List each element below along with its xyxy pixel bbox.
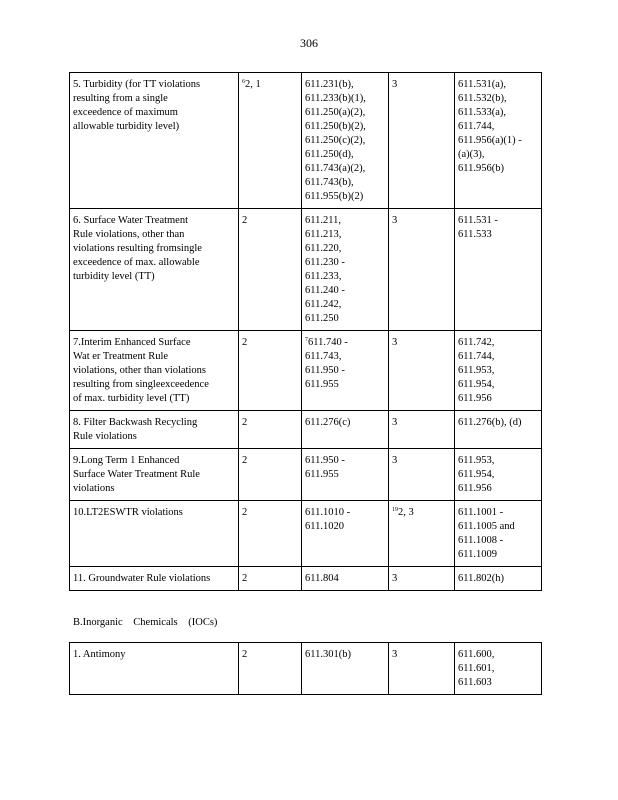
violation-line: resulting from a single	[73, 93, 168, 104]
rule-tier-value: 3	[392, 417, 398, 428]
tier-value: 2	[242, 507, 248, 518]
citation-line: 611.1020	[305, 521, 344, 532]
citation-line: 611.301(b)	[305, 649, 351, 660]
notice-line: 611.1001 -	[458, 507, 504, 518]
violation-line: turbidity level (TT)	[73, 271, 155, 282]
citation-line: 611.240 -	[305, 285, 345, 296]
citation-line: 611.950 -	[305, 455, 345, 466]
citation-line: 611.231(b),	[305, 79, 354, 90]
citation-cell	[302, 643, 389, 695]
notice-line: 611.1008 -	[458, 535, 504, 546]
citation-line: 611.740 -	[308, 337, 348, 348]
violation-line: exceedence of maximum	[73, 107, 178, 118]
notice-cell	[455, 331, 542, 411]
notice-line: 611.533	[458, 229, 492, 240]
tier-cell	[239, 449, 302, 501]
citation-cell	[302, 73, 389, 209]
citation-line: 611.250(b)(2),	[305, 121, 366, 132]
notice-line: 611.532(b),	[458, 93, 507, 104]
notice-line: 611.533(a),	[458, 107, 507, 118]
violation-line: 6. Surface Water Treatment	[73, 215, 189, 226]
citation-line: 611.955(b)(2)	[305, 191, 364, 202]
violation-line: Rule violations, other than	[73, 229, 185, 240]
notice-line: 611.600,	[458, 649, 495, 660]
citation-line: 611.250(c)(2),	[305, 135, 366, 146]
violation-line: Surface Water Treatment Rule	[73, 469, 200, 480]
table-row	[70, 411, 542, 449]
rule-tier-cell	[389, 501, 455, 567]
rule-tier-cell	[389, 73, 455, 209]
citation-line: 611.250(d),	[305, 149, 354, 160]
notice-line: 611.953,	[458, 365, 495, 376]
violation-cell	[70, 73, 239, 209]
rule-tier-cell	[389, 567, 455, 591]
table-row	[70, 567, 542, 591]
violation-line: 9.Long Term 1 Enhanced	[73, 455, 180, 466]
tier-value: 2	[242, 455, 248, 466]
tier-cell	[239, 501, 302, 567]
tier-cell	[239, 411, 302, 449]
citation-line: 611.743(a)(2),	[305, 163, 366, 174]
violation-cell	[70, 209, 239, 331]
violation-line: violations resulting fromsingle	[73, 243, 202, 254]
notice-line: 611.744,	[458, 351, 495, 362]
violation-line: allowable turbidity level)	[73, 121, 180, 132]
rule-tier-value: 3	[392, 573, 398, 584]
notice-line: 611.603	[458, 677, 492, 688]
table-row	[70, 449, 542, 501]
violation-cell	[70, 449, 239, 501]
rule-tier-cell	[389, 643, 455, 695]
citation-line: 611.220,	[305, 243, 342, 254]
notice-line: 611.742,	[458, 337, 495, 348]
notice-line: 611.1009	[458, 549, 497, 560]
violation-cell	[70, 331, 239, 411]
violation-cell	[70, 411, 239, 449]
citation-line: 611.250(a)(2),	[305, 107, 366, 118]
tier-cell	[239, 209, 302, 331]
notice-line: 611.956	[458, 483, 492, 494]
rule-tier-value: 3	[392, 215, 398, 226]
violation-line: violations, other than violations	[73, 365, 206, 376]
notice-line: 611.802(h)	[458, 573, 504, 584]
rule-tier-cell	[389, 331, 455, 411]
tier-cell	[239, 567, 302, 591]
notice-cell	[455, 411, 542, 449]
notice-cell	[455, 501, 542, 567]
rule-tier-value: 3	[392, 455, 398, 466]
violation-cell	[70, 501, 239, 567]
notice-line: 611.531(a),	[458, 79, 507, 90]
notice-line: 611.276(b), (d)	[458, 417, 522, 428]
citation-line: 611.233(b)(1),	[305, 93, 366, 104]
notice-line: 611.953,	[458, 455, 495, 466]
citation-line: 611.213,	[305, 229, 342, 240]
citation-cell	[302, 331, 389, 411]
tier-cell	[239, 73, 302, 209]
tier-footnote: 6	[242, 79, 245, 85]
citation-line: 611.955	[305, 379, 339, 390]
notice-line: 611.956(a)(1) -	[458, 135, 522, 146]
citation-line: 611.1010 -	[305, 507, 351, 518]
rule-tier-cell	[389, 209, 455, 331]
citation-cell	[302, 567, 389, 591]
violation-line: 11. Groundwater Rule violations	[73, 573, 211, 584]
violation-line: 10.LT2ESWTR violations	[73, 507, 183, 518]
citation-line: 611.242,	[305, 299, 342, 310]
violation-line: of max. turbidity level (TT)	[73, 393, 190, 404]
page-number: 306	[300, 36, 318, 50]
table-row	[70, 209, 542, 331]
violations-table	[69, 72, 542, 591]
violation-line: exceedence of max. allowable	[73, 257, 200, 268]
rule-tier-cell	[389, 411, 455, 449]
tier-value: 2	[242, 417, 248, 428]
citation-line: 611.743,	[305, 351, 342, 362]
notice-line: 611.954,	[458, 469, 495, 480]
violation-line: violations	[73, 483, 115, 494]
citation-cell	[302, 449, 389, 501]
citation-line: 611.233,	[305, 271, 342, 282]
tier-value: 2	[242, 649, 248, 660]
tier-value: 2	[242, 215, 248, 226]
citation-cell	[302, 501, 389, 567]
citation-line: 611.250	[305, 313, 339, 324]
table-row	[70, 73, 542, 209]
notice-cell	[455, 209, 542, 331]
violation-line: resulting from singleexceedence	[73, 379, 209, 390]
citation-line: 611.743(b),	[305, 177, 354, 188]
violation-cell	[70, 567, 239, 591]
violation-line: 5. Turbidity (for TT violations	[73, 79, 201, 90]
notice-cell	[455, 643, 542, 695]
citation-line: 611.804	[305, 573, 339, 584]
rule-tier-value: 3	[392, 337, 398, 348]
violation-line: 8. Filter Backwash Recycling	[73, 417, 198, 428]
violation-line: 7.Interim Enhanced Surface	[73, 337, 191, 348]
table-row	[70, 331, 542, 411]
rule-tier-cell	[389, 449, 455, 501]
tier-cell	[239, 331, 302, 411]
tier-cell	[239, 643, 302, 695]
notice-line: 611.601,	[458, 663, 495, 674]
citation-line: 611.230 -	[305, 257, 345, 268]
violation-cell	[70, 643, 239, 695]
notice-cell	[455, 449, 542, 501]
table-row	[70, 501, 542, 567]
rule-tier-footnote: 19	[392, 507, 398, 513]
notice-line: 611.956(b)	[458, 163, 504, 174]
table-row	[70, 643, 542, 695]
inorganic-chemicals-table	[69, 642, 542, 695]
citation-line: 611.955	[305, 469, 339, 480]
notice-line: 611.956	[458, 393, 492, 404]
citation-cell	[302, 209, 389, 331]
notice-line: 611.744,	[458, 121, 495, 132]
citation-line: 611.950 -	[305, 365, 345, 376]
tier-value: 2, 1	[245, 79, 261, 90]
notice-line: 611.531 -	[458, 215, 498, 226]
tier-value: 2	[242, 337, 248, 348]
violation-line: Rule violations	[73, 431, 137, 442]
notice-line: 611.1005 and	[458, 521, 515, 532]
violation-line: 1. Antimony	[73, 649, 126, 660]
citation-line: 611.276(c)	[305, 417, 351, 428]
notice-line: (a)(3),	[458, 149, 485, 160]
rule-tier-value: 3	[392, 649, 398, 660]
rule-tier-value: 2, 3	[398, 507, 414, 518]
rule-tier-value: 3	[392, 79, 398, 90]
tier-value: 2	[242, 573, 248, 584]
violation-line: Wat er Treatment Rule	[73, 351, 169, 362]
citation-line: 611.211,	[305, 215, 341, 226]
notice-cell	[455, 73, 542, 209]
citation-footnote: 7	[305, 337, 308, 343]
citation-cell	[302, 411, 389, 449]
section-heading-inorganic-chemicals: B.Inorganic Chemicals (IOCs)	[73, 617, 218, 628]
notice-cell	[455, 567, 542, 591]
notice-line: 611.954,	[458, 379, 495, 390]
